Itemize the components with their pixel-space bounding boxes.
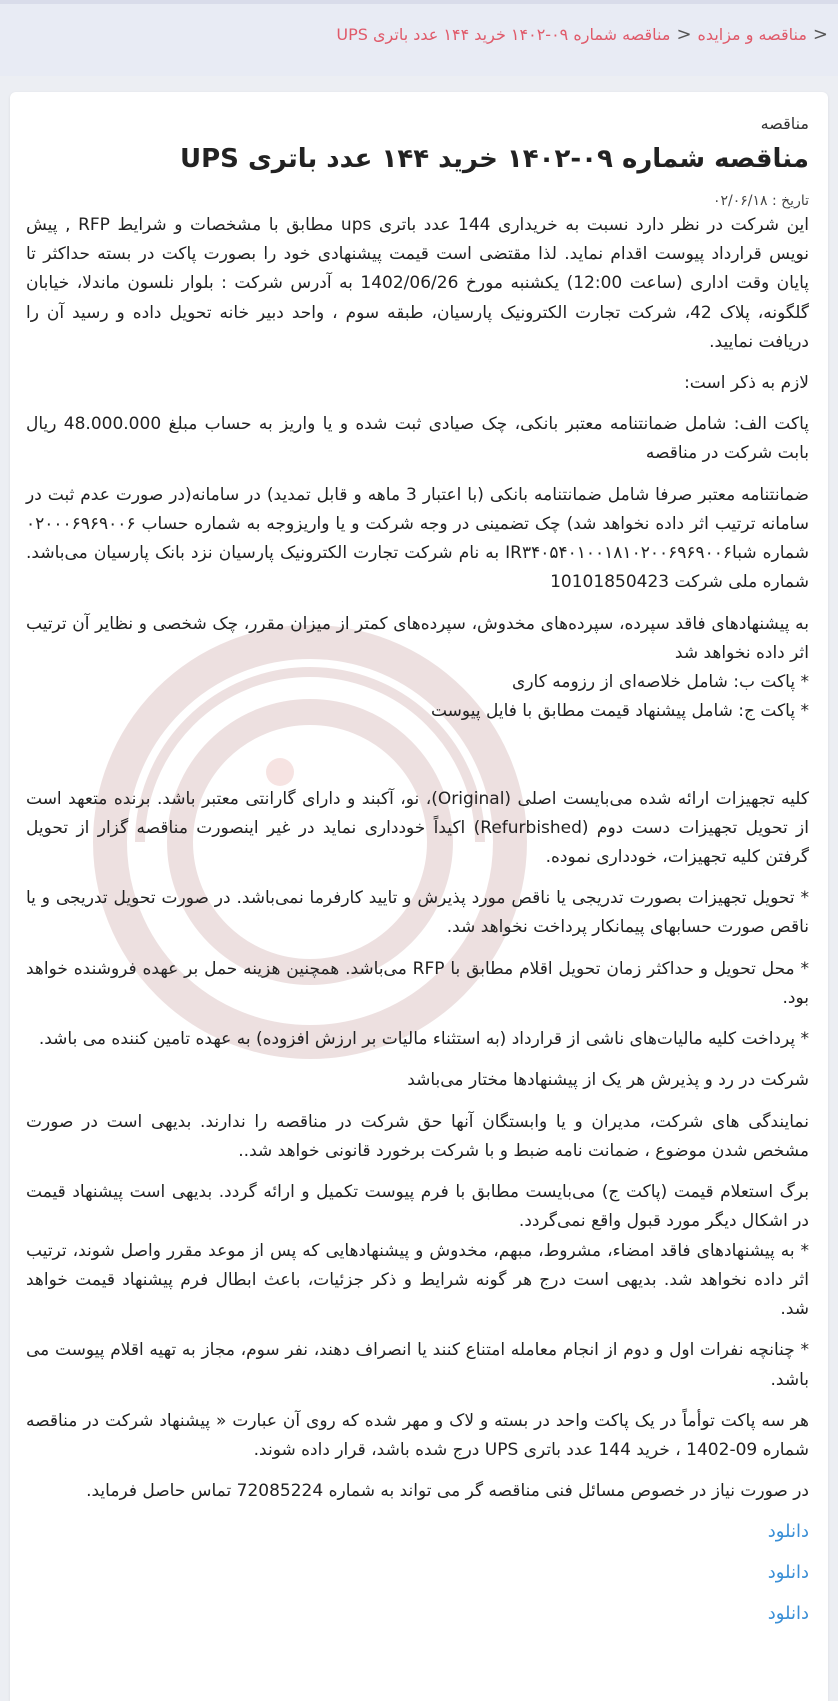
paragraph-taxes: * پرداخت کلیه مالیات‌های ناشی از قرارداد (به استثناء مالیات بر ارزش افزوده) به عهده تامین کننده می باشد.	[38, 1029, 809, 1050]
paragraph-price-form: برگ استعلام قیمت (پاکت ج) می‌بایست مطابق با فرم پیوست تکمیل و ارائه گردد. بدیهی است پیشنهاد قیمت در اشکال دیگر مورد قبول واقع نمی‌گردد.	[26, 1182, 809, 1232]
paragraph-delivery-location: * محل تحویل و حداکثر زمان تحویل اقلام مطابق با RFP می‌باشد. همچنین هزینه حمل بر عهده فروشنده خواهد بود.	[26, 958, 809, 1008]
paragraph-intro: این شرکت در نظر دارد نسبت به خریداری 144 عدد باتری ups مطابق با مشخصات و شرایط RFP , پیش نویس قرارداد پیوست اقدام نماید. لذا مقتضی است قیمت پیشنهادی خود را بصورت پاکت در بسته حداکثر تا پایان وقت اداری (ساعت 12:00) یکشنبه مورخ 1402/06/26 به آدرس شرکت : بلوار نلسون ماندلا، خیابان گلگونه، پلاک 42، شرکت تجارت الکترونیک پارسیان، طبقه سوم ، واحد دبیر خانه تحویل داده و رسید آن را دریافت نمایید.	[26, 214, 810, 352]
paragraph-envelope-c: * پاکت ج: شامل پیشنهاد قیمت مطابق با فایل پیوست	[430, 701, 809, 722]
paragraph-guarantee: ضمانتنامه معتبر صرفا شامل ضمانتنامه بانکی (با اعتبار 3 ماهه و قابل تمدید) در سامانه(در صورت عدم ثبت در سامانه ترتیب اثر داده نخواهد شد) چک تضمینی در وجه شرکت و یا واریزوجه به شماره حساب ۰۲۰۰۰۶۹۶۹۰۰۶ شماره شباIR۳۴۰۵۴۰۱۰۰۱۸۱۰۲۰۰۶۹۶۹۰۰۶ به نام شرکت تجارت الکترونیک پارسیان نزد بانک پارسیان می‌باشد. شماره ملی شرکت 10101850423	[26, 484, 810, 593]
page-title: مناقصه شماره ۰۹-۱۴۰۲ خرید ۱۴۴ عدد باتری UPS	[180, 144, 809, 174]
breadcrumb	[10, 24, 828, 45]
download-link[interactable]: دانلود	[767, 1603, 809, 1625]
article-category: مناقصه	[760, 114, 809, 133]
paragraph-invalid-offers: * به پیشنهادهای فاقد امضاء، مشروط، مبهم، مخدوش و پیشنهادهایی که پس از موعد مقرر واصل شوند، ترتیب اثر داده نخواهد شد. بدیهی است درج هر گونه شرایط و ذکر جزئیات، باعث ابطال فرم پیشنهاد قیمت خواهد شد.	[26, 1240, 809, 1320]
paragraph-deposit-rules: به پیشنهادهای فاقد سپرده، سپرده‌های مخدوش، سپرده‌های کمتر از میزان مقرر، چک شخصی و نظایر آن ترتیب اثر داده نخواهد شد	[26, 613, 809, 663]
article-card	[10, 92, 828, 1701]
paragraph-third-bidder: * چنانچه نفرات اول و دوم از انجام معامله امتناع کنند یا انصراف دهند، نفر سوم، مجاز به تهیه اقلام پیوست می باشد.	[26, 1340, 809, 1390]
paragraph-original-equipment: کلیه تجهیزات ارائه شده می‌بایست اصلی (Original)، نو، آکبند و دارای گارانتی معتبر باشد. برنده متعهد است از تحویل تجهیزات دست دوم (Refurbished) اکیداً خودداری نماید در غیر اینصورت مناقصه گزار از تحویل گرفتن کلیه تجهیزات، خودداری نموده.	[26, 788, 810, 868]
paragraph-notes-heading: لازم به ذکر است:	[684, 372, 809, 393]
top-bar	[0, 0, 838, 76]
article-date: تاریخ : ۰۲/۰۶/۱۸	[712, 192, 809, 209]
breadcrumb-item-current[interactable]: مناقصه شماره ۰۹-۱۴۰۲ خرید ۱۴۴ عدد باتری UPS	[336, 25, 671, 44]
paragraph-sealed-envelope: هر سه پاکت توأماً در یک پاکت واحد در بسته و لاک و مهر شده که روی آن عبارت « پیشنهاد شرکت در مناقصه شماره 09-1402 ، خرید 144 عدد باتری UPS درج شده باشد، قرار داده شوند.	[26, 1410, 809, 1460]
paragraph-rejection-right: شرکت در رد و پذیرش هر یک از پیشنهادها مختار می‌باشد	[407, 1070, 809, 1091]
breadcrumb-item-tenders[interactable]: مناقصه و مزایده	[697, 25, 807, 44]
chevron-left-icon: <	[812, 24, 828, 45]
download-link[interactable]: دانلود	[767, 1521, 809, 1543]
chevron-left-icon: <	[676, 24, 692, 45]
paragraph-delivery-gradual: * تحویل تجهیزات بصورت تدریجی یا ناقص مورد پذیرش و تایید کارفرما نمی‌باشد. در صورت تحویل تدریجی و یا ناقص صورت حسابهای پیمانکار پرداخت نخواهد شد.	[26, 888, 809, 938]
paragraph-envelope-b: * پاکت ب: شامل خلاصه‌ای از رزومه کاری	[512, 672, 809, 693]
download-link[interactable]: دانلود	[767, 1562, 809, 1584]
paragraph-envelope-a: پاکت الف: شامل ضمانتنامه معتبر بانکی، چک صیادی ثبت شده و یا واریز به حساب مبلغ 48.000.000 ریال بابت شرکت در مناقصه	[26, 414, 809, 464]
paragraph-representatives: نمایندگی های شرکت، مدیران و یا وابستگان آنها حق شرکت در مناقصه را ندارند. بدیهی است در صورت مشخص شدن موضوع ، ضمانت نامه ضبط و با شرکت برخورد قانونی خواهد شد..	[26, 1111, 809, 1161]
paragraph-contact: در صورت نیاز در خصوص مسائل فنی مناقصه گر می تواند به شماره 72085224 تماس حاصل فرماید.	[86, 1481, 809, 1502]
